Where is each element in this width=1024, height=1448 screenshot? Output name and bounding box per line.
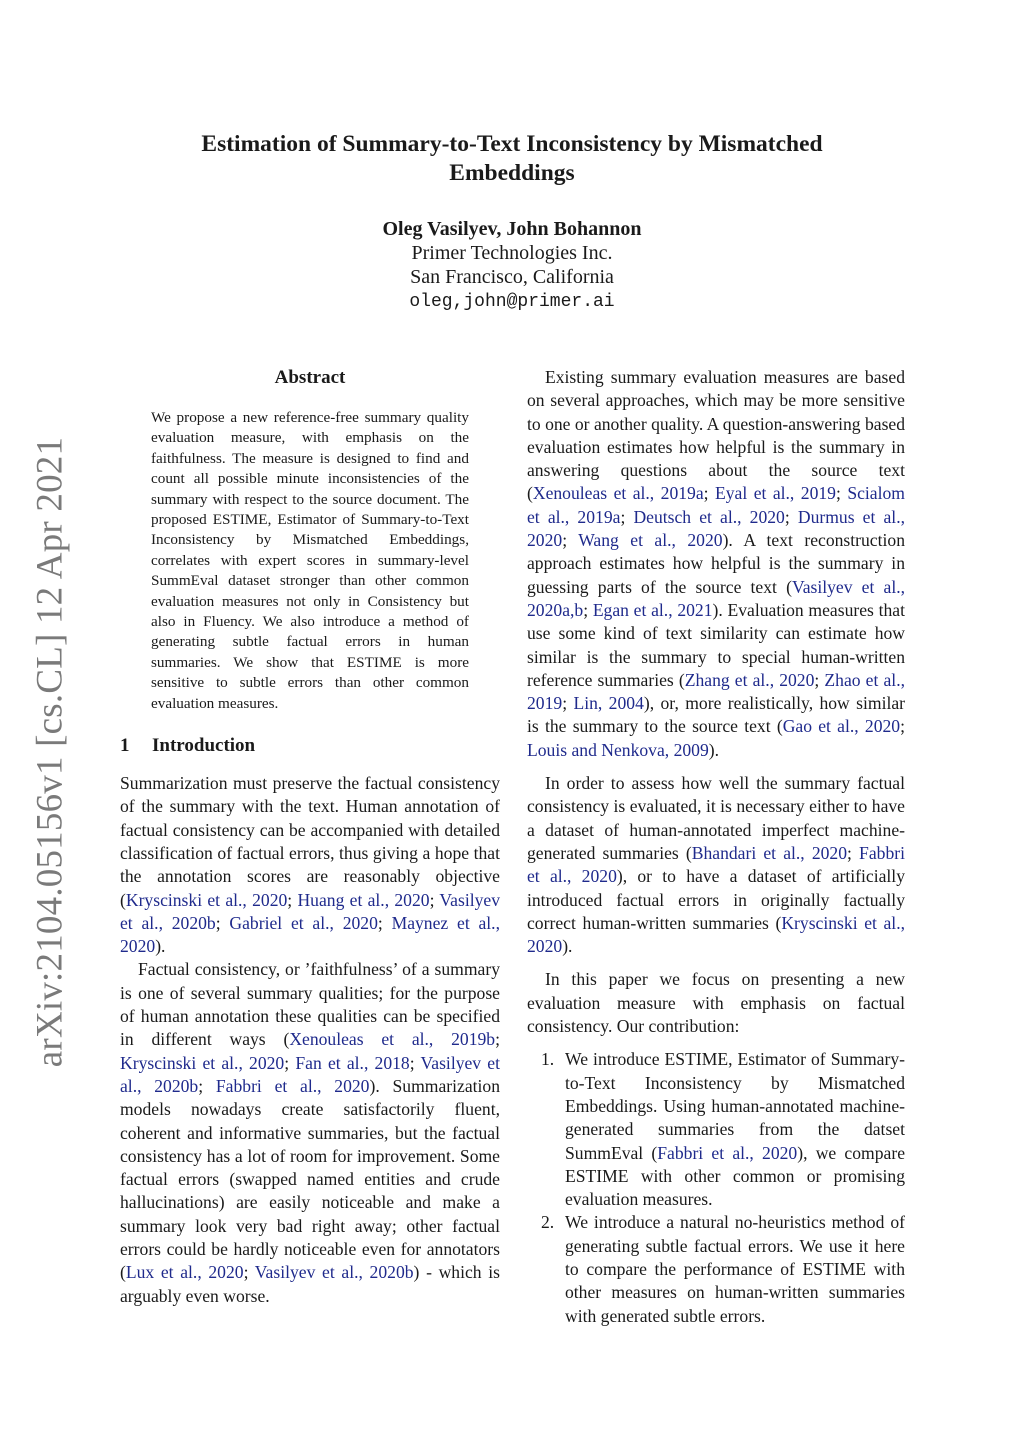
body-paragraph-evaluation-approaches: Existing summary evaluation measures are based on several approaches, which may be more sensitive to one or another quality. A question-answering based evaluation estimates how helpful is the summary in answering questions about the source text (Xenouleas et al., 2019a; Eyal et al., 2019; Scialom et al., 2019a; Deutsch et al., 2020; Durmus et al., 2020; Wang et al., 2020). A text reconstruction approach estimates how helpful is the summary in guessing parts of the source text (Vasilyev et al., 2020a,b; Egan et al., 2021). Evaluation measures that use some kind of text similarity can estimate how similar is the summary to special human-written reference summaries (Zhang et al., 2020; Zhao et al., 2019; Lin, 2004), or, more realistically, how similar is the summary to the source text (Gao et al., 2020; Louis and Nenkova, 2009). bbox=[527, 367, 906, 760]
text-run: ). bbox=[562, 936, 573, 957]
citation-link[interactable]: Vasilyev et al., 2020a,b bbox=[527, 576, 905, 620]
list-marker: 1. bbox=[541, 1049, 555, 1070]
list-marker: 2. bbox=[541, 1212, 555, 1233]
abstract-body: We propose a new reference-free summary quality evaluation measure, with emphasis on the faithfulness. The measure is designed to find and count all possible minute inconsistencies of the summary with respect to the source document. The proposed ESTIME, Estimator of Summary-to-Text Inconsistency by Mismatched Embeddings, correlates with expert scores in summary-level SummEval dataset stronger than other common evaluation measures not only in Consistency but also in Fluency. We also introduce a method of generating subtle factual errors in human summaries. We show that ESTIME is more sensitive to subtle errors than other common evaluation measures. bbox=[151, 409, 469, 712]
citation-link[interactable]: Egan et al., 2021 bbox=[592, 599, 713, 620]
section-number: 1 bbox=[120, 735, 130, 757]
text-run: Factual consistency, or ’faithfulness’ of a summary is one of several summary qualities; for the purpose of human annotation these qualities can be specified in different ways ( bbox=[120, 959, 500, 1050]
citation-link[interactable]: Kryscinski et al., 2020 bbox=[125, 889, 288, 910]
citation-link[interactable]: Maynez et al., 2020 bbox=[120, 912, 500, 957]
citation-link[interactable]: Xenouleas et al., 2019b bbox=[289, 1029, 496, 1050]
arxiv-sidebar-stamp bbox=[29, 436, 71, 1068]
abstract-heading: Abstract bbox=[274, 367, 346, 388]
citation-link[interactable]: Kryscinski et al., 2020 bbox=[527, 912, 905, 957]
list-item bbox=[527, 1211, 905, 1327]
arxiv-identifier: arXiv:2104.05156v1 [cs.CL] 12 Apr 2021 bbox=[29, 436, 71, 1068]
text-run: ). bbox=[155, 936, 166, 957]
citation-link[interactable]: Louis and Nenkova, 2009 bbox=[527, 739, 709, 760]
text-run: ). Summarization models nowadays create satisfactorily fluent, coherent and informative summaries, but the factual consistency has a lot of room for improvement. Some factual errors (swapped named entities and crude hallucinations) are easily noticeable and make a summary look very bad right away; other factual errors could be hardly noticeable even for annotators ( bbox=[120, 1075, 500, 1283]
intro-paragraph-1: Summarization must preserve the factual consistency of the summary with the text. Human annotation of factual consistency can be accompanied with detailed classification of factual errors, thus giving a hope that the annotation scores are reasonably objective (Kryscinski et al., 2020; Huang et al., 2020; Vasilyev et al., 2020b; Gabriel et al., 2020; Maynez et al., 2020). bbox=[120, 773, 501, 957]
author-email: oleg,john@primer.ai bbox=[409, 292, 615, 312]
citation-link[interactable]: Fan et al., 2018 bbox=[295, 1052, 410, 1073]
author-location: San Francisco, California bbox=[410, 266, 614, 288]
body-paragraph-assessment: In order to assess how well the summary factual consistency is evaluated, it is necessary either to have a dataset of human-annotated imperfect machine-generated summaries (Bhandari et al., 2020; Fabbri et al., 2020), or to have a dataset of artificially introduced factual errors in originally factually correct human-written summaries (Kryscinski et al., 2020). bbox=[527, 773, 905, 957]
body-paragraph-contribution-intro: In this paper we focus on presenting a new evaluation measure with emphasis on factual consistency. Our contribution: bbox=[527, 969, 905, 1037]
contribution-list bbox=[527, 1048, 905, 1328]
text-run: Summarization must preserve the factual consistency of the summary with the text. Human annotation of factual consistency can be accompanied with detailed classification of factual errors, thus giving a hope that the annotation scores are reasonably objective ( bbox=[120, 773, 500, 910]
text-run: In order to assess how well the summary factual consistency is evaluated, it is necessary either to have a dataset of human-annotated imperfect machine-generated summaries ( bbox=[527, 773, 905, 863]
text-run: ) - which is arguably even worse. bbox=[120, 1262, 500, 1306]
author-block bbox=[200, 217, 824, 315]
citation-link[interactable]: Zhang et al., 2020 bbox=[684, 669, 815, 690]
citation-link[interactable]: Vasilyev et al., 2020b bbox=[120, 889, 501, 933]
citation-link[interactable]: Xenouleas et al., 2019a bbox=[532, 483, 704, 504]
author-affiliation: Primer Technologies Inc. bbox=[411, 242, 613, 264]
list-item bbox=[527, 1048, 905, 1211]
right-column bbox=[527, 366, 905, 1328]
text-run: ), or to have a dataset of artificially introduced factual errors in originally factually correct human-written summaries ( bbox=[527, 866, 905, 933]
citation-link[interactable]: Bhandari et al., 2020 bbox=[691, 842, 848, 863]
citation-link[interactable]: Fabbri et al., 2020 bbox=[215, 1075, 370, 1096]
citation-link[interactable]: Gao et al., 2020 bbox=[782, 716, 901, 737]
text-run: ), we compare ESTIME with other common or promising evaluation measures. bbox=[565, 1142, 905, 1210]
paper-title: Estimation of Summary-to-Text Inconsistency by Mismatched Embeddings bbox=[201, 131, 823, 186]
citation-link[interactable]: Fabbri et al., 2020 bbox=[527, 842, 905, 887]
section-heading-introduction bbox=[120, 734, 500, 758]
citation-link[interactable]: Durmus et al., 2020 bbox=[527, 506, 905, 551]
citation-link[interactable]: Eyal et al., 2019 bbox=[715, 483, 836, 504]
text-run: Existing summary evaluation measures are based on several approaches, which may be more sensitive to one or another quality. A question-answering based evaluation estimates how helpful is the summary in answering questions about the source text ( bbox=[527, 367, 906, 504]
intro-paragraph-2: Factual consistency, or ’faithfulness’ of a summary is one of several summary qualities; for the purpose of human annotation these qualities can be specified in different ways (Xenouleas et al., 2019b; Kryscinski et al., 2020; Fan et al., 2018; Vasilyev et al., 2020b; Fabbri et al., 2020). Summarization models nowadays create satisfactorily fluent, coherent and informative summaries, but the factual consistency has a lot of room for improvement. Some factual errors (swapped named entities and crude hallucinations) are easily noticeable and make a summary look very bad right away; other factual errors could be hardly noticeable even for annotators (Lux et al., 2020; Vasilyev et al., 2020b) - which is arguably even worse. bbox=[120, 959, 501, 1306]
citation-link[interactable]: Wang et al., 2020 bbox=[578, 530, 723, 551]
left-column bbox=[120, 366, 500, 1308]
citation-link[interactable]: Kryscinski et al., 2020 bbox=[120, 1052, 285, 1073]
citation-link[interactable]: Fabbri et al., 2020 bbox=[657, 1142, 798, 1163]
citation-link[interactable]: Zhao et al., 2019 bbox=[527, 669, 905, 714]
citation-link[interactable]: Deutsch et al., 2020 bbox=[633, 506, 785, 527]
text-run: ). bbox=[708, 739, 720, 760]
text-run: ). A text reconstruction approach estimates how helpful is the summary in guessing parts of the source text ( bbox=[527, 530, 905, 597]
section-title: Introduction bbox=[152, 735, 256, 757]
text-run: ), or, more realistically, how similar is the summary to the source text ( bbox=[527, 693, 906, 737]
citation-link[interactable]: Lux et al., 2020 bbox=[125, 1262, 244, 1283]
text-run: We introduce a natural no-heuristics method of generating subtle factual errors. We use it here to compare the performance of ESTIME with other measures on human-written summaries with generated subtle errors. bbox=[565, 1212, 905, 1326]
citation-link[interactable]: Scialom et al., 2019a bbox=[527, 483, 905, 527]
text-run: We introduce ESTIME, Estimator of Summary-to-Text Inconsistency by Mismatched Embeddings. Using human-annotated machine-generated summaries from the datset SummEval ( bbox=[565, 1049, 905, 1163]
citation-link[interactable]: Vasilyev et al., 2020b bbox=[254, 1262, 414, 1283]
citation-link[interactable]: Huang et al., 2020 bbox=[297, 889, 430, 910]
author-names: Oleg Vasilyev, John Bohannon bbox=[382, 218, 642, 240]
citation-link[interactable]: Gabriel et al., 2020 bbox=[229, 912, 378, 933]
citation-link[interactable]: Lin, 2004 bbox=[573, 693, 644, 714]
citation-link[interactable]: Vasilyev et al., 2020b bbox=[120, 1052, 501, 1096]
text-run: ). Evaluation measures that use some kind of text similarity can estimate how similar is the summary to special human-written reference summaries ( bbox=[527, 599, 905, 690]
